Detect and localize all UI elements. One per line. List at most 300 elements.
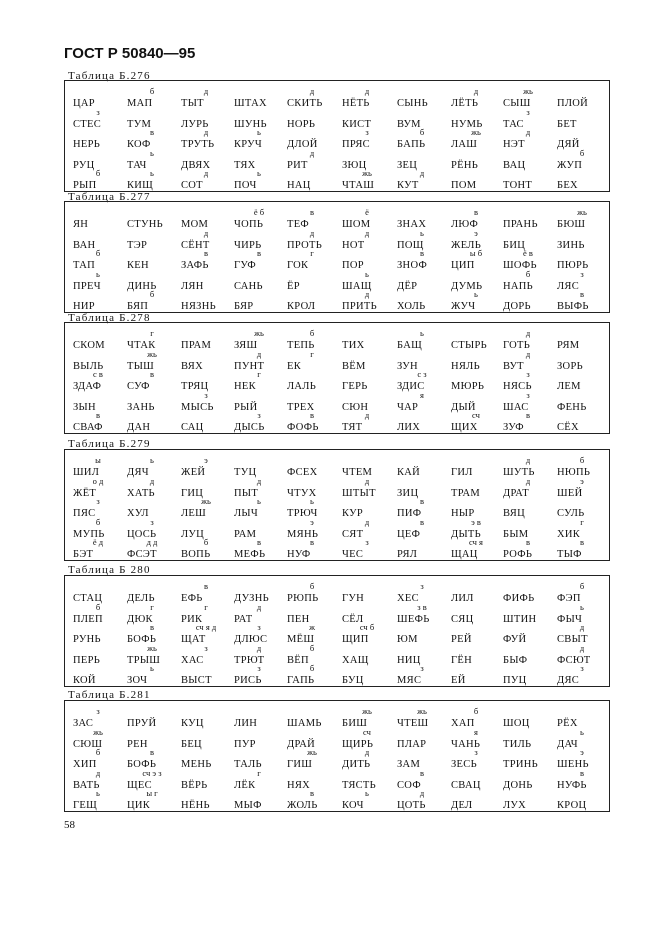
word: ДРАТ [503, 487, 529, 499]
word: СВАЦ [451, 779, 481, 791]
pronunciation-mark: б [419, 127, 425, 137]
word: СВЫТ [557, 634, 588, 645]
pronunciation-mark: ь [474, 289, 478, 299]
pronunciation-mark: жь [307, 747, 317, 757]
word: ЗНАХ [397, 219, 427, 230]
pronunciation-mark: в [419, 496, 424, 506]
pronunciation-mark: жь [471, 127, 481, 137]
word: ШТАХ [234, 98, 267, 109]
table-caption: Таблица Б 280 [68, 564, 151, 576]
table-cell [232, 538, 288, 564]
table-cell [285, 664, 341, 690]
pronunciation-mark: г [310, 248, 314, 258]
page-number: 58 [64, 819, 75, 831]
pronunciation-mark: з [474, 747, 478, 757]
table-cell [125, 538, 181, 564]
word-table [64, 201, 610, 313]
pronunciation-mark: в [95, 410, 100, 420]
word: РЫП [73, 180, 97, 191]
word: ДВЯХ [181, 159, 211, 171]
pronunciation-mark: жь [523, 86, 533, 96]
table-cell [232, 664, 288, 690]
word: ПЫТ [234, 487, 259, 499]
word: ДАН [127, 422, 151, 433]
document-header: ГОСТ Р 50840—95 [64, 45, 196, 62]
word: ЧЕС [342, 549, 364, 560]
pronunciation-mark: э [474, 227, 478, 238]
pronunciation-mark: сч я [469, 537, 483, 547]
word: ПИФ [397, 508, 422, 519]
word: НИЦ [397, 654, 421, 666]
pronunciation-mark: в [525, 410, 530, 420]
pronunciation-mark: жь [147, 348, 157, 359]
pronunciation-mark: сч б [359, 622, 375, 632]
word: СТАЦ [73, 593, 103, 604]
table-cell [449, 290, 505, 316]
word: ДЛОЙ [287, 139, 318, 150]
word: ШЕЙ [557, 487, 583, 499]
word: ПОМ [451, 180, 477, 191]
pronunciation-mark: в [149, 622, 154, 632]
word: МОМ [181, 219, 209, 230]
word: ДЛЮС [234, 634, 268, 645]
pronunciation-mark: б [579, 147, 585, 158]
word: СУЛЬ [557, 508, 585, 519]
word: ЧТУХ [287, 487, 317, 499]
table-cell [179, 169, 235, 195]
word: БЯР [234, 301, 254, 312]
word: ДРАЙ [287, 738, 316, 750]
pronunciation-mark: в [579, 289, 584, 299]
word-table [64, 322, 610, 434]
table-cell [285, 538, 341, 564]
word: ЗЫН [73, 401, 96, 413]
pronunciation-mark: о д [92, 475, 104, 486]
word: ВЫФЬ [557, 301, 589, 312]
table-cell [501, 789, 557, 815]
word: ВОПЬ [181, 549, 211, 560]
word: ДЯЙ [557, 139, 580, 150]
pronunciation-mark: в [419, 516, 424, 527]
word: ЗНОФ [397, 260, 428, 271]
word: МАП [127, 98, 153, 109]
table-cell [555, 538, 611, 564]
word: СЫШ [503, 98, 531, 109]
word: РУЦ [73, 159, 95, 171]
word: ДЕЛ [451, 800, 473, 811]
pronunciation-mark: б [95, 516, 101, 527]
pronunciation-mark: в [309, 537, 314, 547]
word: ПУНТ [234, 360, 265, 372]
word: САЦ [181, 422, 204, 433]
word: СТЫРЬ [451, 340, 487, 351]
pronunciation-mark: з [526, 369, 530, 379]
pronunciation-mark: з [257, 663, 261, 673]
word: КИЩ [127, 180, 154, 191]
word: ЖОЛЬ [287, 800, 318, 811]
pronunciation-mark: д [149, 475, 155, 486]
word: КОФ [127, 139, 151, 150]
word: ЗУФ [503, 422, 524, 433]
pronunciation-mark: з [526, 389, 530, 400]
pronunciation-mark: жь [417, 706, 427, 716]
word: НЯЗНЬ [181, 301, 216, 312]
pronunciation-mark: д [525, 475, 531, 486]
pronunciation-mark: ь [150, 663, 154, 673]
word: ГУФ [234, 260, 256, 271]
word: РЮПЬ [287, 593, 319, 604]
word: КУЦ [181, 718, 204, 729]
word: ТАП [73, 260, 95, 271]
pronunciation-mark: сч э з [142, 767, 162, 778]
word: ЩИП [342, 634, 369, 645]
word: ТРАМ [451, 487, 481, 499]
word: НЯСЬ [503, 381, 532, 392]
pronunciation-mark: д [203, 227, 209, 238]
pronunciation-mark: з [204, 642, 208, 653]
word: ЗДИС [397, 381, 425, 392]
word: ДОРЬ [503, 301, 531, 312]
pronunciation-mark: д [203, 127, 209, 137]
pronunciation-mark: в [309, 410, 314, 420]
word: РОФЬ [503, 549, 533, 560]
word: ЗДАФ [73, 381, 102, 392]
word: ПРУЙ [127, 718, 157, 729]
word: ТЕПЬ [287, 340, 315, 351]
word: ЩЕС [127, 779, 152, 791]
word: НЯХ [287, 779, 311, 791]
word: ДЫТЬ [451, 528, 481, 540]
word: ХАС [181, 654, 204, 666]
pronunciation-mark: ь [365, 788, 369, 798]
table-cell [501, 664, 557, 690]
word: ДЮК [127, 613, 153, 625]
word: ТЕФ [287, 219, 310, 230]
word: ЖЕЛЬ [451, 239, 482, 251]
pronunciation-mark: я [474, 726, 478, 737]
pronunciation-mark: б [309, 581, 315, 591]
word: ХИК [557, 528, 581, 540]
word: ЧТЕШ [397, 718, 429, 729]
word: ПРИТЬ [342, 301, 377, 312]
pronunciation-mark: б [95, 601, 101, 612]
word: КУТ [397, 180, 419, 191]
pronunciation-mark: д [309, 147, 315, 158]
word: РУНЬ [73, 634, 101, 645]
word: КОЧ [342, 800, 364, 811]
word: ГЁН [451, 654, 472, 666]
word: ЧОПЬ [234, 219, 264, 230]
word: ЧТАК [127, 340, 156, 351]
word: ТУМ [127, 118, 152, 130]
table-cell [449, 538, 505, 564]
pronunciation-mark: з [96, 496, 100, 506]
word: ТРЮЧ [287, 508, 318, 519]
word: БИЦ [503, 239, 526, 251]
pronunciation-mark: в [256, 537, 261, 547]
word: РАТ [234, 613, 253, 625]
word: ВЁП [287, 654, 309, 666]
word: ГАПЬ [287, 675, 315, 686]
pronunciation-mark: б [203, 537, 209, 547]
table-cell [449, 664, 505, 690]
pronunciation-mark: э [310, 516, 314, 527]
table-row [65, 411, 609, 437]
table-caption: Таблица Б.277 [68, 191, 151, 203]
table-cell [340, 538, 396, 564]
word: СУФ [127, 381, 150, 392]
word: ЗУН [397, 360, 418, 372]
pronunciation-mark: г [150, 601, 154, 612]
word: ЖЁТ [73, 487, 97, 499]
word: ЛИЛ [451, 593, 474, 604]
word: ЗОРЬ [557, 360, 583, 372]
word: КУР [342, 508, 363, 519]
word: ТРЫШ [127, 654, 161, 666]
word: ЛЫЧ [234, 508, 259, 519]
word: РИСЬ [234, 675, 262, 686]
word: ЛЁК [234, 779, 256, 791]
word: ПЛЕП [73, 613, 103, 625]
word: ПЮРЬ [557, 260, 589, 271]
pronunciation-mark: с з [417, 369, 427, 379]
table-caption: Таблица Б.278 [68, 312, 151, 324]
word: ТРЕХ [287, 401, 315, 413]
word: ЗЯШ [234, 340, 258, 351]
word: ХАТЬ [127, 487, 155, 499]
word: ТРЮТ [234, 654, 265, 666]
pronunciation-mark: б [149, 86, 155, 96]
word: СЁНТ [181, 239, 210, 251]
pronunciation-mark: б [309, 328, 315, 338]
word: НАПЬ [503, 280, 533, 292]
word: ЛЁТЬ [451, 98, 479, 109]
word: НЕК [234, 381, 256, 392]
pronunciation-mark: сч [363, 726, 371, 737]
pronunciation-mark: с в [93, 369, 103, 379]
pronunciation-mark: в [579, 767, 584, 778]
pronunciation-mark: э [580, 475, 584, 486]
word: НЁТЬ [342, 98, 370, 109]
pronunciation-mark: в [203, 581, 208, 591]
word: ЩИХ [451, 422, 478, 433]
word: ЕЙ [451, 675, 466, 686]
pronunciation-mark: д [364, 410, 370, 420]
table-cell [449, 789, 505, 815]
word: ВЯЦ [503, 508, 525, 519]
pronunciation-mark: д [364, 747, 370, 757]
word: СЁЛ [342, 613, 364, 625]
table-cell [395, 169, 451, 195]
word: СВАФ [73, 422, 103, 433]
word: ЦЕФ [397, 528, 421, 540]
pronunciation-mark: д [256, 475, 262, 486]
word: ШОМ [342, 219, 371, 230]
word: ТУЦ [234, 467, 257, 478]
word: ГЕРЬ [342, 381, 368, 392]
word: ТАС [503, 118, 524, 130]
pronunciation-mark: б [579, 581, 585, 591]
table-cell [395, 538, 451, 564]
word: РИК [181, 613, 203, 625]
word: ХАЩ [342, 654, 369, 666]
word: ЗАМ [397, 759, 421, 770]
table-cell [125, 411, 181, 437]
word: ВУМ [397, 118, 421, 130]
word: ПЕРЬ [73, 654, 101, 666]
table-cell [285, 789, 341, 815]
word: ЖУЧ [451, 301, 476, 312]
word: ЗАФЬ [181, 260, 209, 271]
word: ШТИН [503, 613, 537, 625]
word: ЗЕСЬ [451, 759, 477, 770]
word: СЮН [342, 401, 369, 413]
word: МЫФ [234, 800, 262, 811]
word: ЗАНЬ [127, 401, 155, 413]
pronunciation-mark: сч я д [195, 622, 217, 632]
pronunciation-mark: д [364, 86, 370, 96]
pronunciation-mark: г [310, 348, 314, 359]
word: ЗОЧ [127, 675, 148, 686]
pronunciation-mark: жь [362, 168, 372, 178]
pronunciation-mark: д [364, 516, 370, 527]
table-cell [501, 538, 557, 564]
word: ФСЭТ [127, 549, 157, 560]
pronunciation-mark: в [309, 207, 314, 217]
pronunciation-mark: д [203, 86, 209, 96]
pronunciation-mark: ё б [253, 207, 265, 217]
word: ЛЯС [557, 280, 580, 292]
pronunciation-mark: з [580, 268, 584, 279]
pronunciation-mark: в [419, 767, 424, 778]
pronunciation-mark: ь [420, 328, 424, 338]
word: МЫСЬ [181, 401, 214, 413]
word: ШИЛ [73, 467, 100, 478]
pronunciation-mark: з в [417, 601, 427, 612]
word: МЁШ [287, 634, 315, 645]
word: РЯМ [557, 340, 580, 351]
word: СКИТЬ [287, 98, 323, 109]
pronunciation-mark: э [204, 455, 208, 465]
pronunciation-mark: б [95, 747, 101, 757]
word: ПОЧ [234, 180, 257, 191]
pronunciation-mark: з [96, 106, 100, 117]
pronunciation-mark: г [150, 328, 154, 338]
word: ФЕНЬ [557, 401, 587, 413]
word: ЩИРЬ [342, 738, 374, 750]
pronunciation-mark: д [364, 289, 370, 299]
word: НЭТ [503, 139, 525, 150]
word: ВЫСТ [181, 675, 212, 686]
word: ШЕНЬ [557, 759, 589, 770]
pronunciation-mark: ь [150, 168, 154, 178]
pronunciation-mark: б [309, 663, 315, 673]
pronunciation-mark: ё д [92, 537, 104, 547]
word: МЯС [397, 675, 422, 686]
pronunciation-mark: ь [150, 147, 154, 158]
word: ТЯСТЬ [342, 779, 376, 791]
word: ВУТ [503, 360, 524, 372]
word: БЮШ [557, 219, 586, 230]
table-cell [125, 664, 181, 690]
word: ШТЫТ [342, 487, 376, 499]
pronunciation-mark: з [96, 706, 100, 716]
word: ТИЛЬ [503, 738, 532, 750]
table-cell [340, 664, 396, 690]
word-table [64, 449, 610, 561]
table-row [65, 789, 609, 815]
word: ЧАНЬ [451, 738, 481, 750]
word: ЧТЕМ [342, 467, 373, 478]
word: ДЫСЬ [234, 422, 265, 433]
pronunciation-mark: д [256, 348, 262, 359]
table-cell [449, 411, 505, 437]
table-cell [285, 290, 341, 316]
word: ЦОТЬ [397, 800, 426, 811]
pronunciation-mark: б [149, 289, 155, 299]
word: ЛИН [234, 718, 258, 729]
word: ПЕН [287, 613, 310, 625]
word: ПРЕЧ [73, 280, 101, 292]
word: ГЕЩ [73, 800, 97, 811]
word: КРОЦ [557, 800, 587, 811]
table-cell [555, 290, 611, 316]
word: МУПЬ [73, 528, 105, 540]
word: НУМЬ [451, 118, 483, 130]
word: ПЯС [73, 508, 96, 519]
word: НЫР [451, 508, 475, 519]
word: ЛИХ [397, 422, 421, 433]
word: ХИП [73, 759, 97, 770]
word: БАЩ [397, 340, 422, 351]
word: ПЛОЙ [557, 98, 589, 109]
word: БЯП [127, 301, 149, 312]
word: ГОТЬ [503, 340, 531, 351]
pronunciation-mark: жь [201, 496, 211, 506]
word: ФСЮТ [557, 654, 591, 666]
word: БЫМ [503, 528, 529, 540]
table-cell [285, 169, 341, 195]
word: ДЯЧ [127, 467, 149, 478]
word: ДЫЙ [451, 401, 476, 413]
pronunciation-mark: жь [93, 726, 103, 737]
word: ЕК [287, 360, 302, 372]
word: ТАЧ [127, 159, 147, 171]
word: ЗИНЬ [557, 239, 585, 251]
word: ТРЯЦ [181, 381, 209, 392]
word: ЗИЦ [397, 487, 419, 499]
word: ЗЕЦ [397, 159, 418, 171]
word: ПРОТЬ [287, 239, 323, 251]
word: ВАТЬ [73, 779, 100, 791]
pronunciation-mark: д [525, 328, 531, 338]
pronunciation-mark: г [257, 369, 261, 379]
word: ВАЦ [503, 159, 526, 171]
word: ФЫЧ [557, 613, 583, 625]
word: СЫНЬ [397, 98, 428, 109]
word: ЛЕШ [181, 508, 207, 519]
pronunciation-mark: ё [365, 207, 369, 217]
word: ХОЛЬ [397, 301, 426, 312]
pronunciation-mark: в [203, 248, 208, 258]
word: КЕН [127, 260, 149, 271]
word: ТРИНЬ [503, 759, 538, 770]
pronunciation-mark: д [579, 622, 585, 632]
word: ДУЗНЬ [234, 593, 269, 604]
pronunciation-mark: д [419, 788, 425, 798]
word: ЖУП [557, 159, 583, 171]
word: ГУН [342, 593, 364, 604]
